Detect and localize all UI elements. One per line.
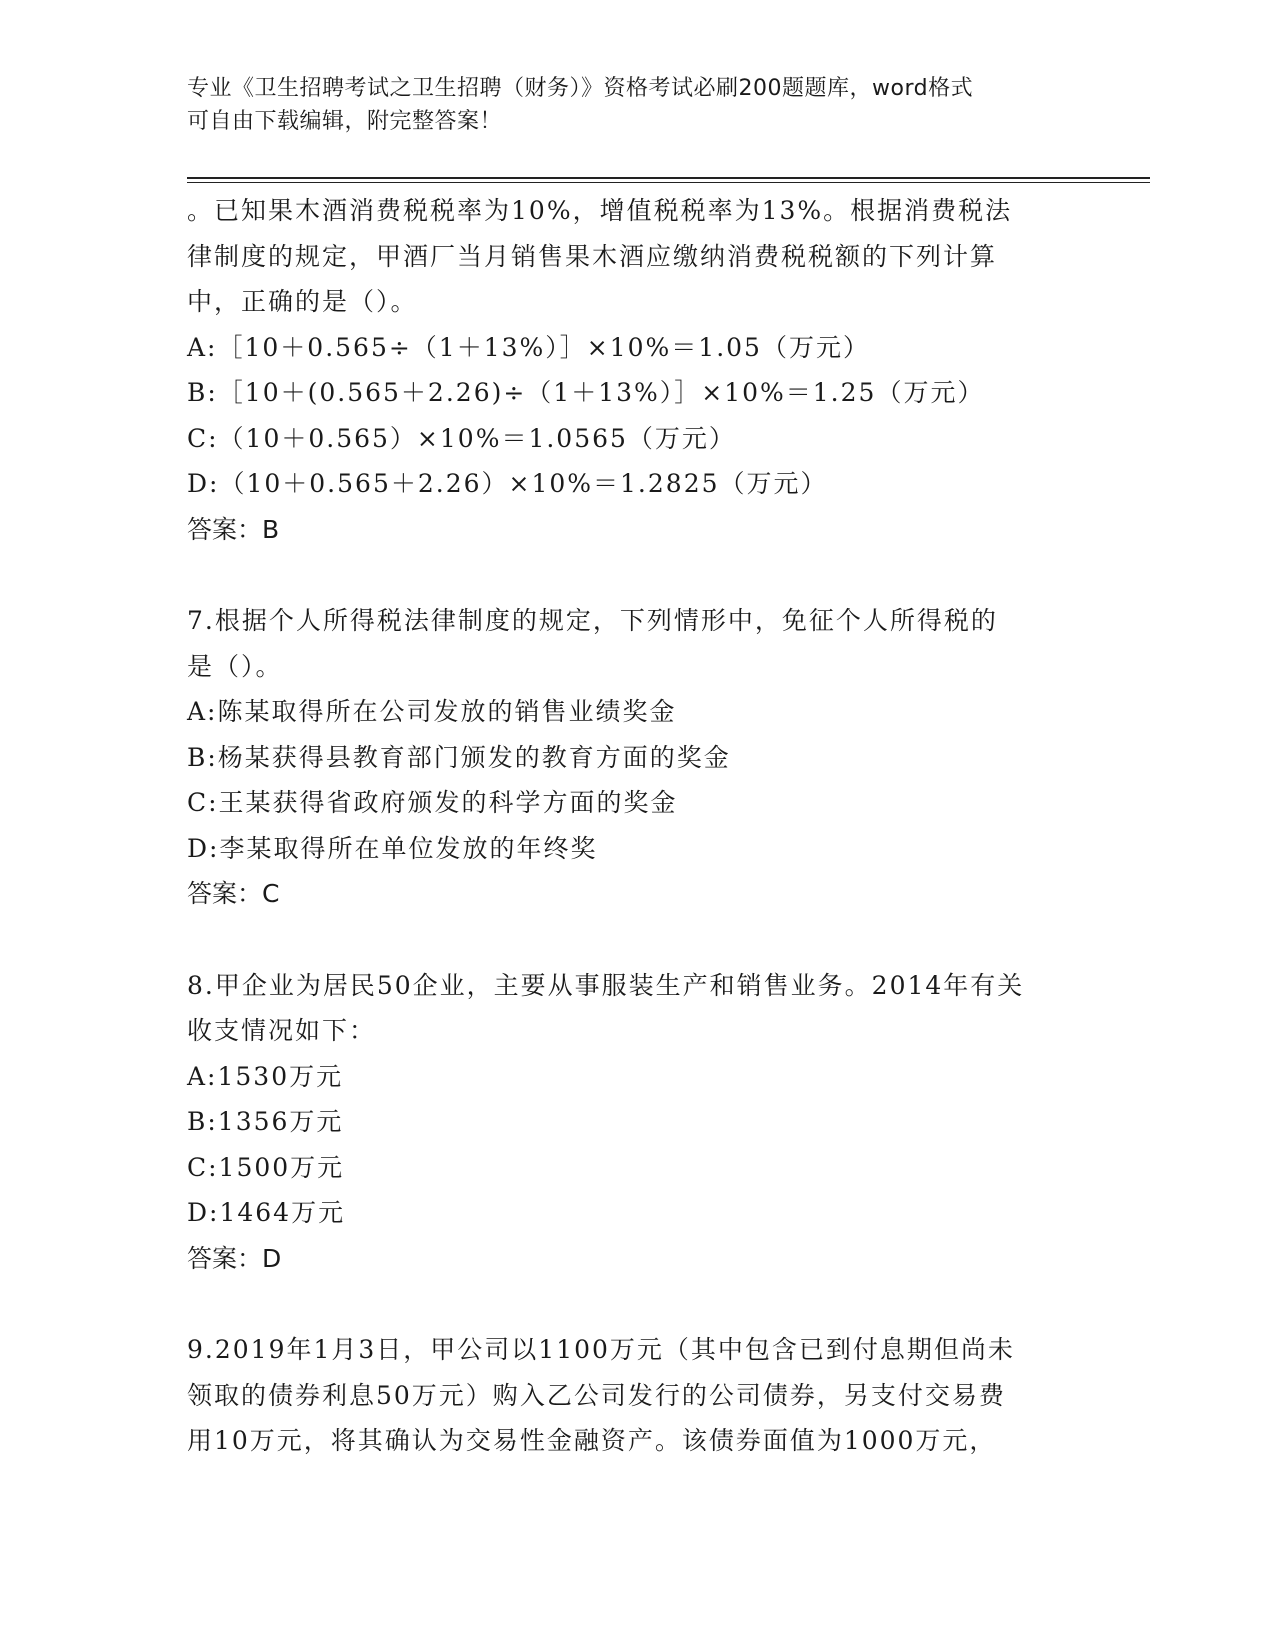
question-stem-line: 中，正确的是（）。 — [187, 287, 418, 316]
question-6 — [187, 188, 1087, 552]
answer-line: 答案：B — [187, 514, 280, 544]
option-a: A:陈某取得所在公司发放的销售业绩奖金 — [187, 697, 677, 726]
option-b: B:［10＋(0.565＋2.26)÷（1＋13%）］×10%＝1.25（万元） — [187, 378, 985, 407]
question-stem-line: 7.根据个人所得税法律制度的规定，下列情形中，免征个人所得税的 — [187, 606, 998, 635]
option-d: D:李某取得所在单位发放的年终奖 — [187, 833, 598, 863]
question-9 — [187, 1327, 1087, 1464]
answer-line: 答案：C — [187, 879, 280, 908]
option-a: A:1530万元 — [187, 1061, 344, 1091]
option-b: B:1356万元 — [187, 1107, 344, 1136]
option-a: A:［10＋0.565÷（1＋13%）］×10%＝1.05（万元） — [187, 332, 870, 362]
question-7 — [187, 598, 1087, 917]
header-line-2: 可自由下载编辑，附完整答案！ — [187, 109, 503, 134]
option-d: D:（10＋0.565＋2.26）×10%＝1.2825（万元） — [187, 469, 828, 498]
option-d: D:1464万元 — [187, 1198, 346, 1227]
question-stem-line: 领取的债券利息50万元）购入乙公司发行的公司债券，另支付交易费 — [187, 1380, 1006, 1410]
option-c: C:（10＋0.565）×10%＝1.0565（万元） — [187, 423, 736, 453]
question-stem-line: 律制度的规定，甲酒厂当月销售果木酒应缴纳消费税税额的下列计算 — [187, 241, 998, 271]
question-stem-line: 9.2019年1月3日，甲公司以1100万元（其中包含已到付息期但尚未 — [187, 1335, 1015, 1364]
option-c: C:1500万元 — [187, 1152, 345, 1182]
option-c: C:王某获得省政府颁发的科学方面的奖金 — [187, 788, 678, 817]
header-line-1: 专业《卫生招聘考试之卫生招聘（财务）》资格考试必刷200题题库，word格式 — [187, 76, 974, 101]
question-stem-line: 收支情况如下： — [187, 1016, 377, 1045]
question-stem-line: 8.甲企业为居民50企业，主要从事服装生产和销售业务。2014年有关 — [187, 970, 1025, 1000]
question-stem-line: 是（）。 — [187, 651, 283, 681]
question-content — [187, 188, 1087, 1464]
header-rule-thin — [187, 182, 1150, 183]
question-8 — [187, 963, 1087, 1282]
question-stem-line: 。已知果木酒消费税税率为10%，增值税税率为13%。根据消费税法 — [187, 196, 1013, 225]
answer-line: 答案：D — [187, 1243, 282, 1273]
question-stem-line: 用10万元，将其确认为交易性金融资产。该债券面值为1000万元， — [187, 1426, 997, 1455]
page-header — [187, 72, 1067, 138]
header-rule-thick — [187, 177, 1150, 179]
option-b: B:杨某获得县教育部门颁发的教育方面的奖金 — [187, 742, 731, 772]
